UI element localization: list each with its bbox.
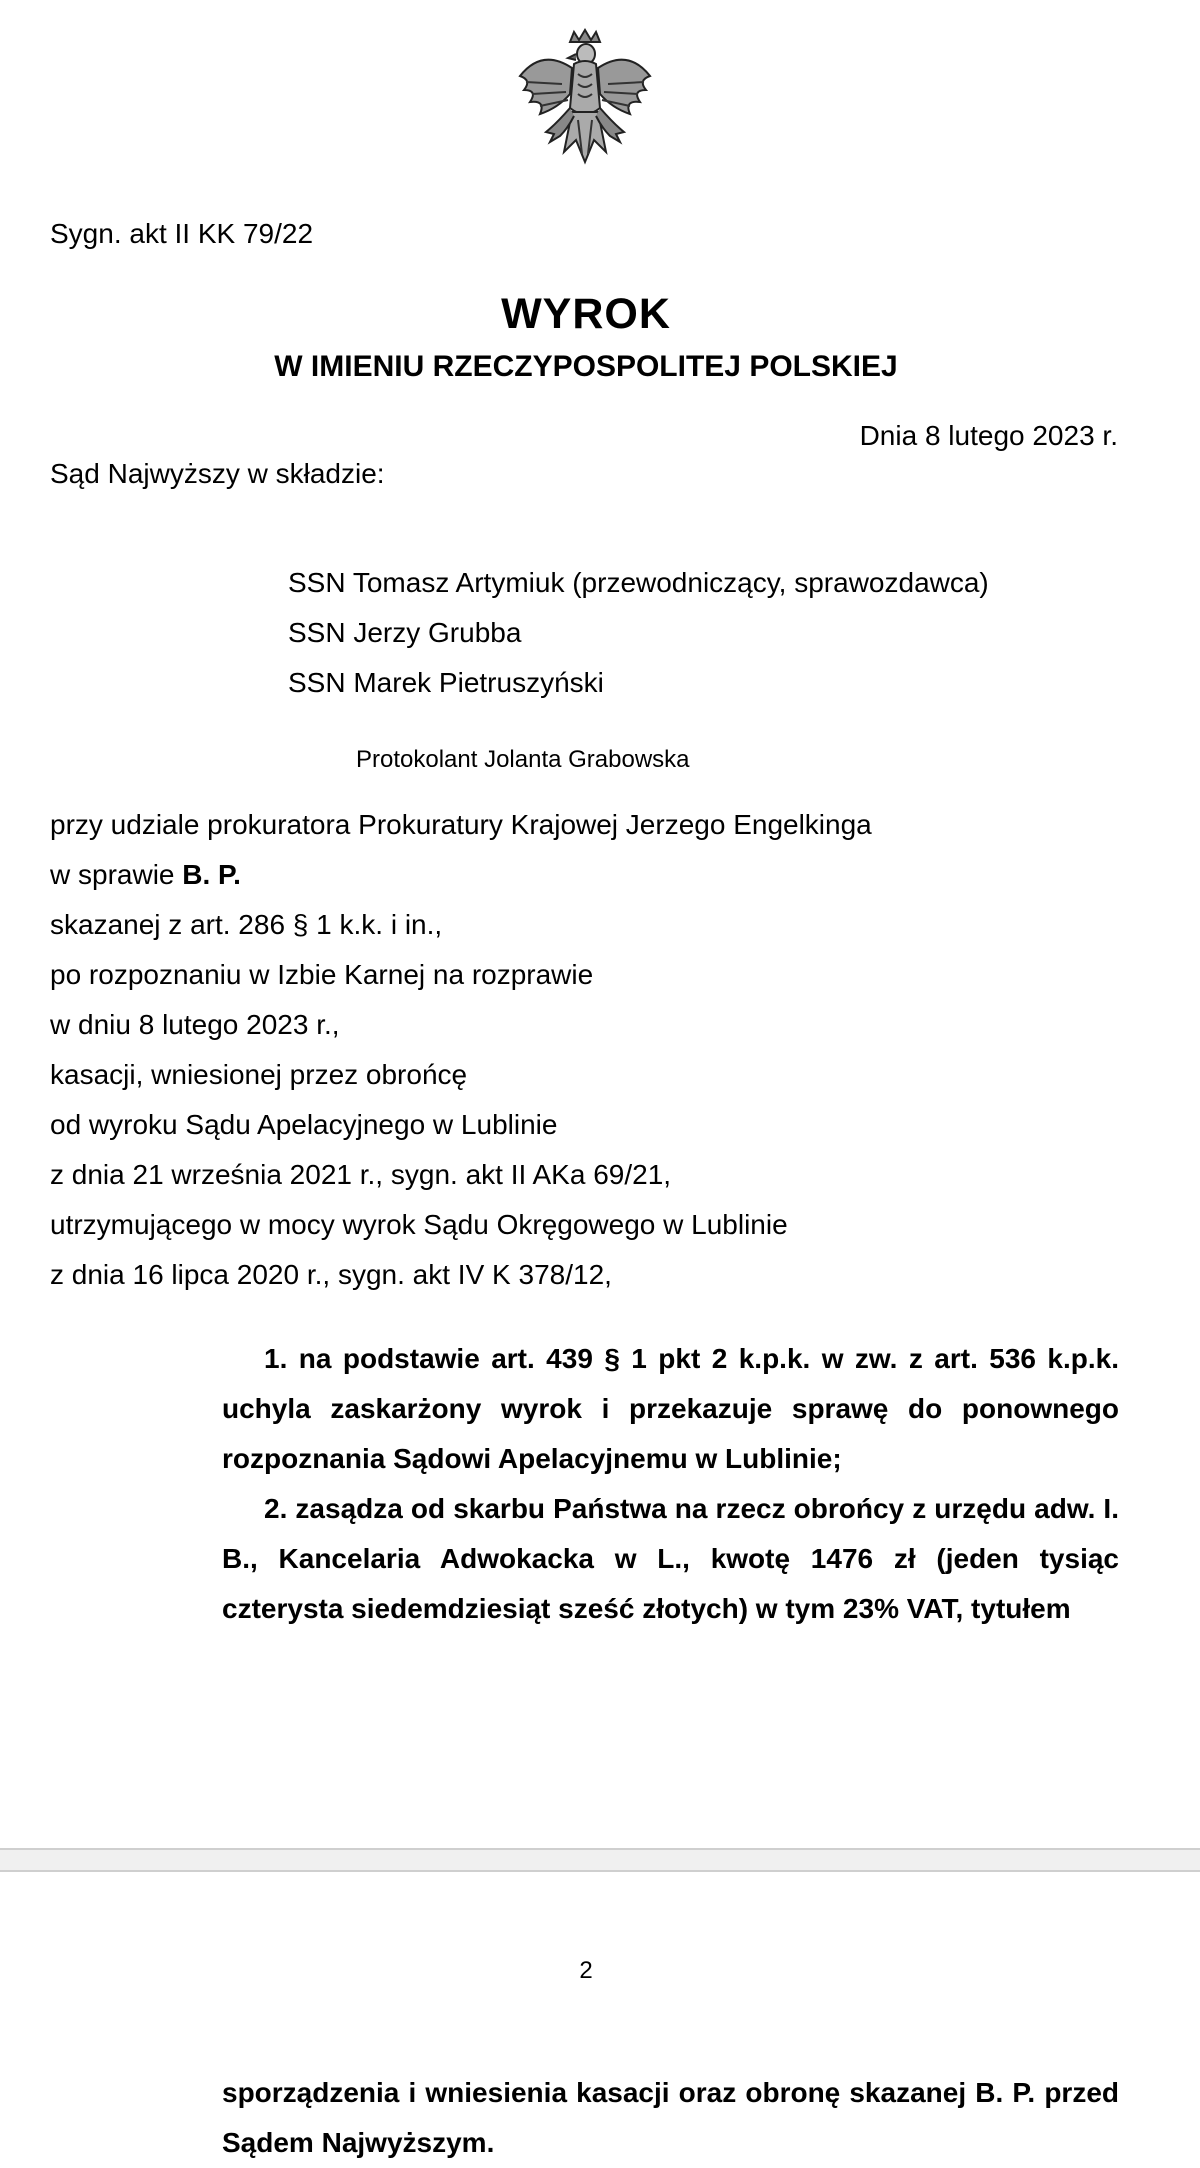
polish-eagle-emblem-icon: [512, 28, 658, 180]
judgment-date: Dnia 8 lutego 2023 r.: [859, 420, 1118, 451]
page-number: 2: [579, 1957, 593, 1984]
document-title: WYROK: [501, 290, 671, 338]
case-detail-line: w dniu 8 lutego 2023 r.,: [50, 1009, 340, 1040]
case-detail-line: [50, 850, 872, 900]
case-detail-line: od wyroku Sądu Apelacyjnego w Lublinie: [50, 1109, 558, 1140]
court-clerk: Protokolant Jolanta Grabowska: [356, 746, 690, 773]
judges-list: [288, 558, 989, 708]
ruling-continuation-text: sporządzenia i wniesienia kasacji oraz obronę skazanej B. P. przed Sądem Najwyższym.: [222, 2077, 1119, 2158]
document-subtitle: W IMIENIU RZECZYPOSPOLITEJ POLSKIEJ: [274, 350, 898, 383]
case-detail-line: z dnia 21 września 2021 r., sygn. akt II AKa 69/21,: [50, 1159, 672, 1190]
ruling-point-2: 2. zasądza od skarbu Państwa na rzecz obrońcy z urzędu adw. I. B., Kancelaria Adwokacka w L., kwotę 1476 zł (jeden tysiąc czterysta siedemdziesiąt sześć złotych) w tym 23% VAT, tytułem: [222, 1493, 1119, 1624]
case-detail-line: kasacji, wniesionej przez obrońcę: [50, 1059, 468, 1090]
party-name: B. P.: [182, 859, 241, 890]
case-details: [50, 800, 872, 1300]
case-detail-prefix: w sprawie: [50, 859, 183, 890]
ruling-point-1: 1. na podstawie art. 439 § 1 pkt 2 k.p.k. w zw. z art. 536 k.p.k. uchyla zaskarżony wyrok i przekazuje sprawę do ponownego rozpoznania Sądowi Apelacyjnemu w Lublinie;: [222, 1343, 1119, 1474]
judge-entry: SSN Tomasz Artymiuk (przewodniczący, sprawozdawca): [288, 567, 989, 598]
case-detail-line: z dnia 16 lipca 2020 r., sygn. akt IV K 378/12,: [50, 1259, 612, 1290]
ruling-points: [222, 1334, 1119, 1634]
case-detail-line: po rozpoznaniu w Izbie Karnej na rozprawie: [50, 959, 594, 990]
case-number: Sygn. akt II KK 79/22: [50, 218, 314, 249]
court-composition-label: Sąd Najwyższy w składzie:: [50, 458, 385, 489]
judge-entry: SSN Jerzy Grubba: [288, 617, 522, 648]
case-detail-line: przy udziale prokuratora Prokuratury Krajowej Jerzego Engelkinga: [50, 809, 872, 840]
judge-entry: SSN Marek Pietruszyński: [288, 667, 604, 698]
case-detail-line: utrzymującego w mocy wyrok Sądu Okręgowego w Lublinie: [50, 1209, 788, 1240]
case-detail-line: skazanej z art. 286 § 1 k.k. i in.,: [50, 909, 443, 940]
page-separator: [0, 1848, 1200, 1872]
ruling-continuation: [222, 2068, 1119, 2168]
